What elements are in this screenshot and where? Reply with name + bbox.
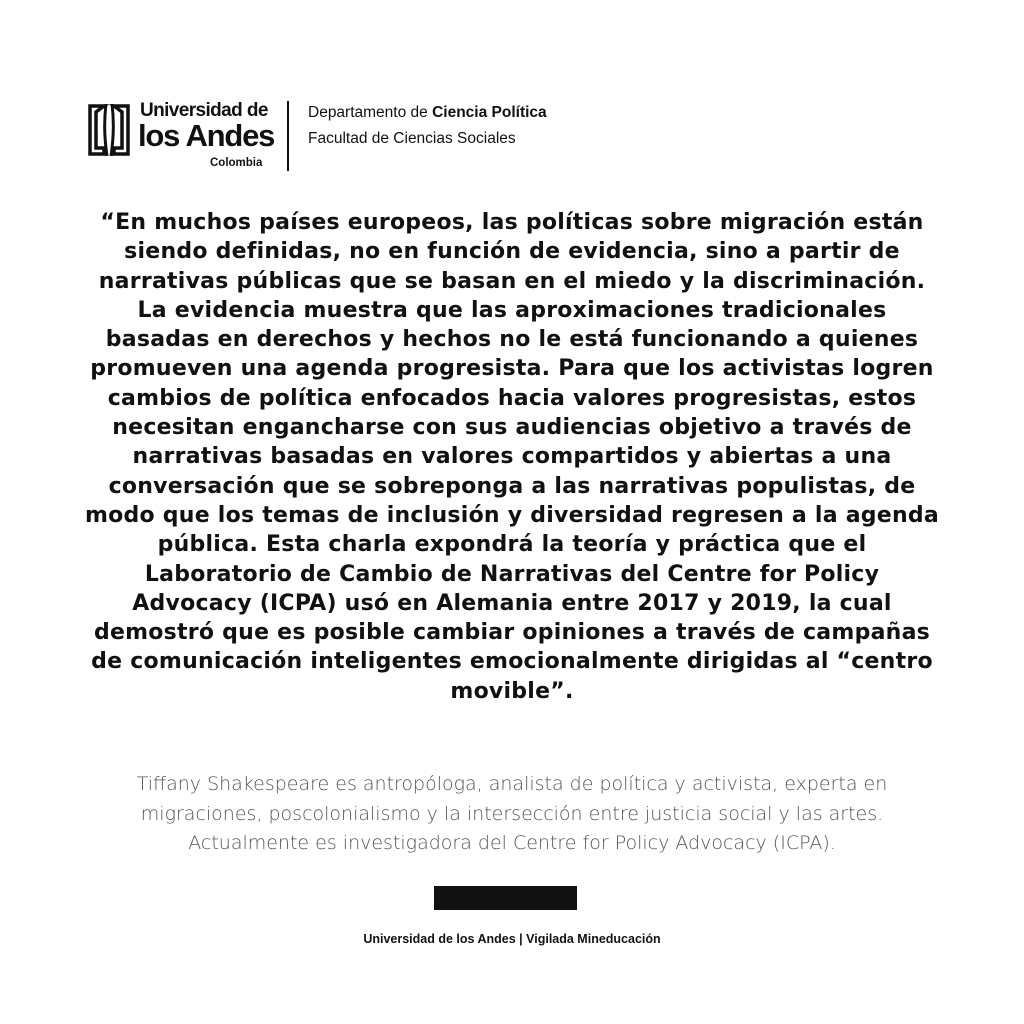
header [84,98,704,174]
redaction-bar [434,886,577,910]
department-title [308,104,547,122]
department-name: Ciencia Política [432,104,547,121]
header-divider [287,101,289,171]
speaker-bio: Tiffany Shakespeare es antropóloga, analista de política y activista, experta en migraciones, poscolonialismo y la intersección entre justicia social y las artes. Actualmente es investigadora del Centre for Policy Advocacy (ICPA). [136,773,888,854]
faculty-title: Facultad de Ciencias Sociales [308,130,516,147]
logo-line-3: Colombia [210,157,263,169]
quote-text: “En muchos países europeos, las políticas sobre migración están siendo definidas, no en función de evidencia, sino a partir de narrativas públicas que se basan en el miedo y la discriminación. La evidencia muestra que las aproximaciones tradicionales basadas en derechos y hechos no le está funcionando a quienes promueven una agenda progresista. Para que los activistas logren cambios de política enfocados hacia valores progresistas, estos necesitan engancharse con sus audiencias objetivo a través de narrativas basadas en valores compartidos y abiertas a una conversación que se sobreponga a las narrativas populistas, de modo que los temas de inclusión y diversidad regresen a la agenda pública. Esta charla expondrá la teoría y práctica que el Laboratorio de Cambio de Narrativas del Centre for Policy Advocacy (ICPA) usó en Alemania entre 2017 y 2019, la cual demostró que es posible cambiar opiniones a través de campañas de comunicación inteligentes emocionalmente dirigidas al “centro movible”. [84,210,939,704]
logo-line-2: los Andes [138,118,275,153]
footer-text: Universidad de los Andes | Vigilada Mineducación [363,932,661,946]
university-logo-icon [84,100,134,158]
department-prefix: Departamento de [308,104,433,121]
logo-line-1: Universidad de [140,100,268,121]
